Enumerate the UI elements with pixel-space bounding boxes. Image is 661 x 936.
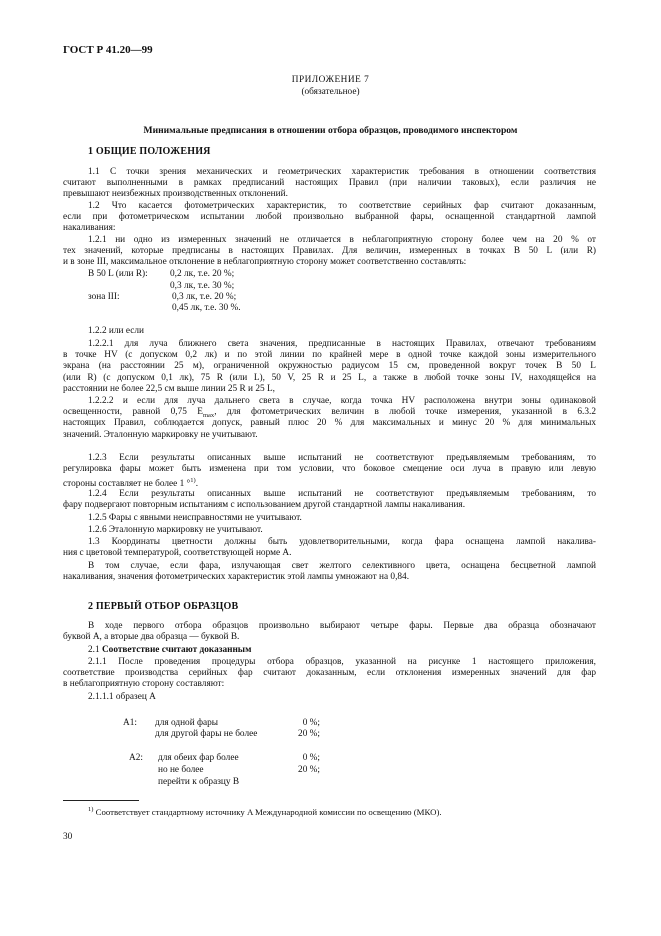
a1-value-2: 20 %;: [298, 729, 320, 739]
paragraph-1-2-4: 1.2.4 Если результаты описанных выше испытаний не соответствуют предъявляемым требованиям, то фару подвергают повторным испытаниям с использованием другой стандартной лампы накаливания.: [63, 489, 596, 511]
a1-row-1: для одной фары: [155, 718, 219, 728]
b50-value-2: 0,3 лк, т.е. 30 %;: [170, 281, 235, 291]
a1-row-2: для другой фары не более: [155, 729, 258, 739]
standard-header: ГОСТ Р 41.20—99: [63, 44, 153, 56]
footnote-text: Соответствует стандартному источнику A Международной комиссии по освещению (МКО).: [95, 806, 442, 817]
paragraph-1-2-3: 1.2.3 Если результаты описанных выше испытаний не соответствуют предъявляемым требованиям, то регулировка фары может быть изменена при том условии, что боковое смещение оси луча в правую или левую стороны составляет не более 1 °$^{1)}$.: [63, 453, 596, 490]
footnote-ref: 1): [190, 477, 196, 485]
paragraph-1-3: 1.3 Координаты цветности должны быть удовлетворительными, когда фара оснащена лампой накалива- ния с цветовой температурой, соответствующей норме A.: [63, 537, 596, 559]
paragraph-1-2-5: 1.2.5 Фары с явными неисправностями не учитывают.: [88, 513, 302, 523]
a2-row-3: перейти к образцу B: [158, 777, 240, 787]
a2-row-1: для обеих фар более: [158, 753, 239, 763]
main-title: Минимальные предписания в отношении отбора образцов, проводимого инспектором: [143, 125, 518, 136]
paragraph-1-2-1: 1.2.1 ни одно из измеренных значений не отличается в неблагоприятную сторону более чем на 20 % от тех значений, которые предписаны в настоящих Правилах. Для величин, измеренных в точках B 50 L (или R) и в зоне III, максимальное отклонение в неблагоприятную сторону может соответственно составлять:: [63, 235, 596, 268]
footnote: [88, 806, 442, 817]
paragraph-2-1-1: 2.1.1 После проведения процедуры отбора образцов, указанной на рисунке 1 настоящего приложения, соответствие производства серийных фар считают доказанным, если отклонения измеренных значений для фар в неблагоприятную сторону составляют:: [63, 657, 596, 690]
a2-row-2: но не более: [158, 765, 204, 775]
paragraph-1-2-2: 1.2.2 или если: [88, 326, 144, 336]
paragraph-2-1-1-1: 2.1.1.1 образец A: [88, 692, 156, 702]
appendix-title: ПРИЛОЖЕНИЕ 7: [291, 75, 370, 85]
paragraph-1-1: 1.1 С точки зрения механических и геометрических характеристик требования в отношении соответствия считают выполненными в рамках предписаний настоящих Правил (при наличии таковых), если различия не превышают неизбежных производственных отклонений.: [63, 167, 596, 200]
footnote-rule: [63, 800, 139, 801]
a1-value-1: 0 %;: [302, 718, 320, 728]
paragraph-1-2: 1.2 Что касается фотометрических характеристик, то соответствие серийных фар считают доказанным, если при фотометрическом испытании любой произвольно выбранной фары, оснащенной стандартной лампой накаливания:: [63, 201, 596, 234]
paragraph-2-1: 2.1 Соответствие считают доказанным: [88, 645, 252, 655]
paragraph-2-intro: В ходе первого отбора образцов произвольно выбирают четыре фары. Первые два образца обозначают буквой A, а вторые два образца — буквой B.: [63, 621, 596, 643]
zone3-label: зона III:: [88, 292, 120, 302]
paragraph-1-3-b: В том случае, если фара, излучающая свет желтого селективного цвета, оснащена бесцветной лампой накаливания, значения фотометрических характеристик этой лампы умножают на 0,84.: [63, 561, 596, 583]
a2-value-2: 20 %;: [298, 765, 320, 775]
zone3-value-1: 0,3 лк, т.е. 20 %;: [172, 292, 237, 302]
zone3-value-2: 0,45 лк, т.е. 30 %.: [172, 303, 241, 313]
a1-label: A1:: [123, 718, 137, 728]
a2-label: A2:: [129, 753, 143, 763]
paragraph-1-2-2-2: 1.2.2.2 и если для луча дальнего света в случае, когда точка HV расположена внутри зоны одинаковой освещенности, равной 0,75 $E_{max}$, для фотометрических величин в любой точке измерения, указанной в 6.3.2 настоящих Правил, соблюдается допуск, равный плюс 20 % для максимальных и минус 20 % для минимальных значений. Эталонную маркировку не учитывают.: [63, 396, 597, 440]
paragraph-1-2-2-1: 1.2.2.1 для луча ближнего света значения, предписанные в настоящих Правилах, отвечают требованиям в точке HV (с допуском 0,2 лк) и по этой линии по крайней мере в одной точке каждой зоны измерительного экрана (на расстоянии 25 м), ограниченной окружностью радиусом 15 см, проведенной вокруг точек B 50 L (или R) (с допуском 0,1 лк), 75 R (или L), 50 V, 25 R и 25 L, а также в любой точке зоны IV, находящейся на расстоянии не более 22,5 см выше линии 25 R и 25 L,: [63, 339, 596, 394]
appendix-subtitle: (обязательное): [301, 87, 360, 97]
page-number: 30: [63, 832, 73, 842]
b50-value-1: 0,2 лк, т.е. 20 %;: [170, 269, 235, 279]
paragraph-1-2-6: 1.2.6 Эталонную маркировку не учитывают.: [88, 525, 263, 535]
footnote-mark: 1): [88, 806, 94, 813]
b50-label: B 50 L (или R):: [88, 269, 148, 279]
a2-value-1: 0 %;: [302, 753, 320, 763]
section2-heading: 2 ПЕРВЫЙ ОТБОР ОБРАЗЦОВ: [88, 601, 239, 612]
section1-heading: 1 ОБЩИЕ ПОЛОЖЕНИЯ: [88, 146, 211, 157]
